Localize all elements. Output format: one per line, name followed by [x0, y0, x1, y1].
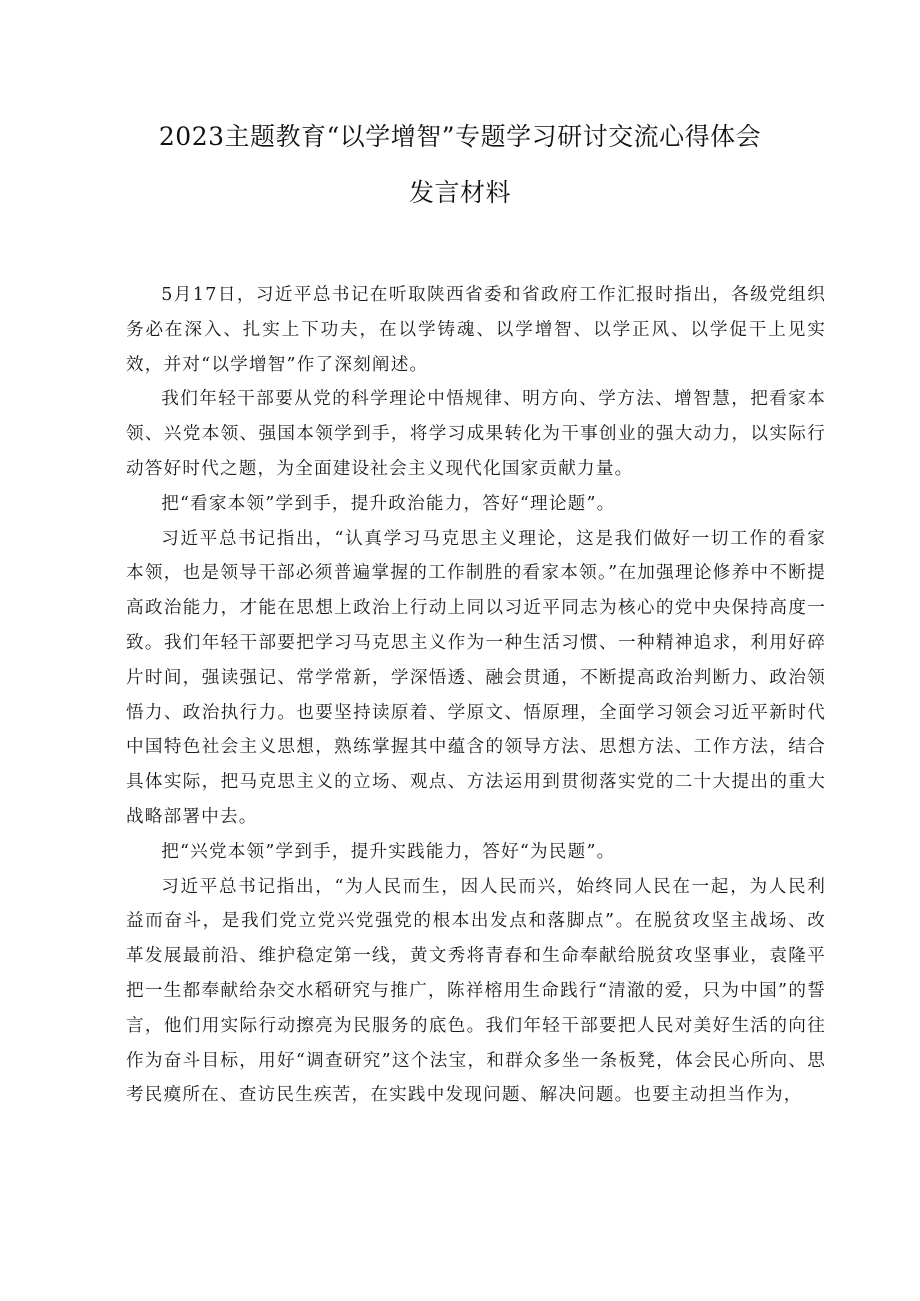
document-title-line-2: 发言材料 [408, 178, 511, 207]
section-heading-theory: 把“看家本领”学到手，提升政治能力，答好“理论题”。 [161, 493, 616, 514]
paragraph-young-cadres: 我们年轻干部要从党的科学理论中悟规律、明方向、学方法、增智慧，把看家本领、兴党本领、强国本领学到手，将学习成果转化为干事创业的强大动力，以实际行动答好时代之题，为全面建设社会主义现代化国家贡献力量。 [126, 389, 826, 479]
paragraph-people: 习近平总书记指出，“为人民而生，因人民而兴，始终同人民在一起，为人民利益而奋斗，是我们党立党兴党强党的根本出发点和落脚点”。在脱贫攻坚主战场、改革发展最前沿、维护稳定第一线，黄文秀将青春和生命奉献给脱贫攻坚事业，袁隆平把一生都奉献给杂交水稻研究与推广，陈祥榕用生命践行“清澈的爱，只为中国”的誓言，他们用实际行动擦亮为民服务的底色。我们年轻干部要把人民对美好生活的向往作为奋斗目标，用好“调查研究”这个法宝，和群众多坐一条板凳，体会民心所向、思考民瘼所在、查访民生疾苦，在实践中发现问题、解决问题。也要主动担当作为， [126, 876, 826, 1106]
section-heading-people: 把“兴党本领”学到手，提升实践能力，答好“为民题”。 [161, 841, 616, 862]
paragraph-intro: 5月17日，习近平总书记在听取陕西省委和省政府工作汇报时指出，各级党组织务必在深入、扎实上下功夫，在以学铸魂、以学增智、以学正风、以学促干上见实效，并对“以学增智”作了深刻阐述。 [126, 285, 826, 375]
paragraph-theory: 习近平总书记指出，“认真学习马克思主义理论，这是我们做好一切工作的看家本领，也是领导干部必须普遍掌握的工作制胜的看家本领。”在加强理论修养中不断提高政治能力，才能在思想上政治上行动上同以习近平同志为核心的党中央保持高度一致。我们年轻干部要把学习马克思主义作为一种生活习惯、一种精神追求，利用好碎片时间，强读强记、常学常新，学深悟透、融会贯通，不断提高政治判断力、政治领悟力、政治执行力。也要坚持读原着、学原文、悟原理，全面学习领会习近平新时代中国特色社会主义思想，熟练掌握其中蕴含的领导方法、思想方法、工作方法，结合具体实际，把马克思主义的立场、观点、方法运用到贯彻落实党的二十大提出的重大战略部署中去。 [126, 528, 826, 827]
document-title-line-1: 2023主题教育“以学增智”专题学习研讨交流心得体会 [158, 122, 762, 151]
document-body [126, 278, 826, 1113]
